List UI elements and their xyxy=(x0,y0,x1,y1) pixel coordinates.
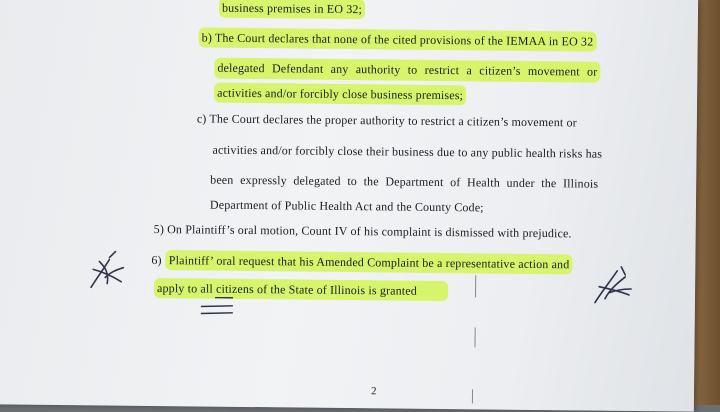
clause-b-line-1 xyxy=(202,30,594,49)
item-5-line xyxy=(154,222,572,241)
clause-c-line-1 xyxy=(197,111,577,130)
item-6-number: 6) xyxy=(151,252,162,268)
initials-signature-right xyxy=(591,263,635,307)
item-6-line-1 xyxy=(151,253,569,272)
clause-b-label xyxy=(202,30,594,48)
highlighted-text: delegated Defendant any authority to restrict a citizen’s movement or xyxy=(217,60,598,79)
text-line xyxy=(222,1,362,17)
paragraph-text: 5) On Plaintiff’s oral motion, Count IV of his complaint is dismissed with prejudice. xyxy=(153,221,572,241)
underline-marks xyxy=(193,294,243,317)
highlighted-text: apply to all citizens of the State of Illinois is granted xyxy=(157,281,445,298)
paragraph-text: c) The Court declares the proper authority to restrict a citizen’s movement or xyxy=(196,111,577,130)
highlighted-text: Plaintiff’ oral request that his Amended Complaint be a representative action and xyxy=(168,253,570,272)
page-number: 2 xyxy=(370,385,377,398)
clause-b-line-2 xyxy=(217,61,597,80)
clause-c-line-3 xyxy=(210,173,598,192)
paragraph-text: Department of Public Health Act and the County Code; xyxy=(209,197,484,215)
paragraph-text: been expressly delegated to the Department of Health under the Illinois xyxy=(210,172,599,191)
fold-mark xyxy=(472,389,473,403)
clause-b-line-3 xyxy=(217,86,463,104)
initials-signature-left xyxy=(85,247,129,291)
clause-c-line-4 xyxy=(210,198,484,216)
highlighted-text: business premises in EO 32; xyxy=(221,0,363,17)
paragraph-text: activities and/or forcibly close their business due to any public health risks has xyxy=(212,142,603,161)
desk-background xyxy=(694,0,720,405)
highlighted-text: b) The Court declares that none of the cited provisions of the IEMAA in EO 32 xyxy=(201,30,594,49)
clause-c-line-2 xyxy=(212,142,603,162)
highlighted-text: activities and/or forcibly close business premises; xyxy=(217,85,464,103)
fold-mark xyxy=(474,327,475,347)
fold-mark xyxy=(475,275,476,297)
